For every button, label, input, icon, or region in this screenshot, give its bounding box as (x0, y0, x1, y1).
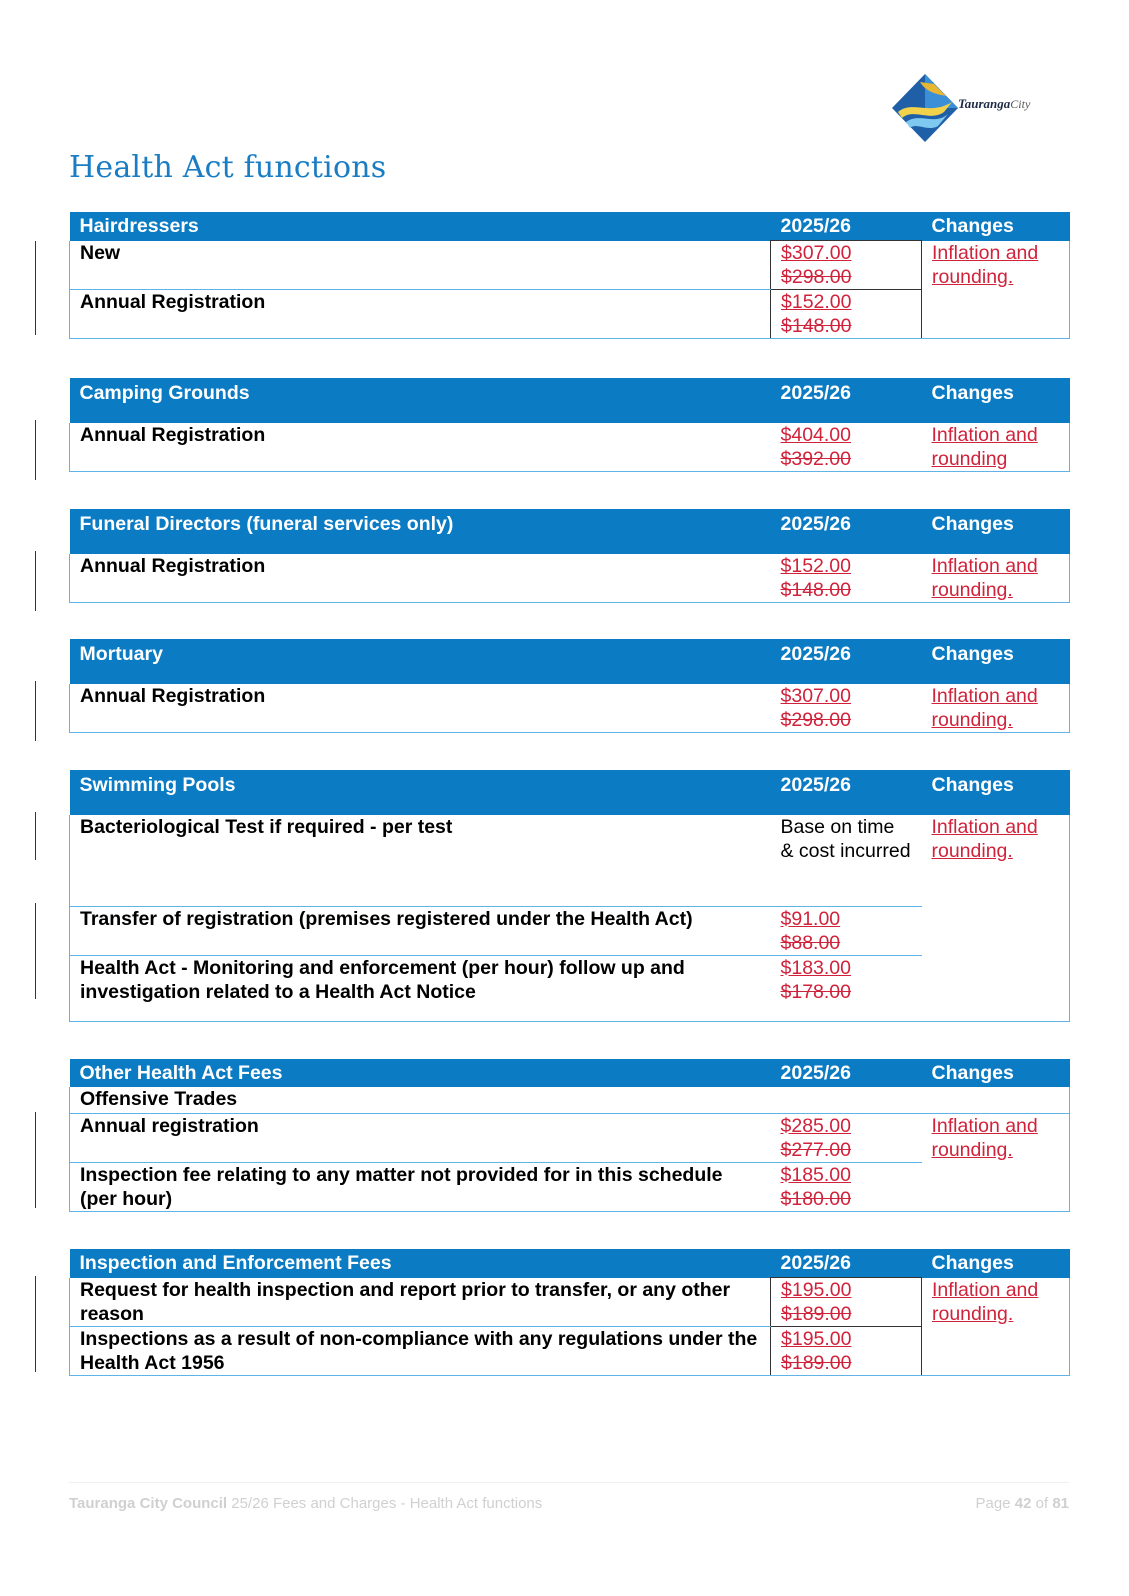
mortuary-table (69, 639, 1070, 733)
section-heading: Swimming Pools (70, 770, 771, 815)
fee-value (771, 1162, 922, 1211)
fee-item: Annual Registration (70, 290, 771, 339)
old-fee: $189.00 (781, 1352, 852, 1374)
new-fee: $185.00 (780, 1163, 851, 1186)
page-total: 81 (1052, 1495, 1069, 1512)
changes-heading: Changes (922, 212, 1070, 241)
table-header-row (70, 639, 1070, 684)
revision-bar (35, 420, 36, 480)
revision-bar (35, 681, 36, 741)
changes-note (922, 1113, 1070, 1211)
new-fee: $91.00 (780, 907, 841, 930)
fee-item: Annual registration (70, 1113, 771, 1162)
fee-item: Inspection fee relating to any matter not provided for in this schedule (per hour) (70, 1162, 771, 1211)
changes-heading: Changes (922, 1059, 1070, 1087)
fee-value (771, 955, 922, 1021)
revision-bar (35, 1276, 36, 1372)
year-heading: 2025/26 (771, 509, 922, 554)
hairdressers-table (69, 212, 1070, 339)
changes-note (922, 1278, 1070, 1376)
page-title: Health Act functions (69, 150, 387, 185)
changes-note (922, 554, 1070, 603)
fee-value (771, 554, 922, 603)
new-fee: $152.00 (780, 555, 851, 577)
year-heading: 2025/26 (771, 639, 922, 684)
section-heading: Inspection and Enforcement Fees (70, 1249, 771, 1278)
new-fee: $307.00 (781, 242, 852, 264)
fee-value (771, 423, 922, 472)
page-current: 42 (1014, 1495, 1032, 1512)
table-row (70, 290, 1070, 339)
old-fee: $178.00 (780, 980, 851, 1003)
table-row (70, 815, 1070, 906)
new-fee: $195.00 (781, 1328, 852, 1350)
table-row (70, 684, 1070, 733)
changes-note (922, 241, 1070, 339)
changes-note (922, 684, 1070, 733)
fee-value (771, 241, 922, 290)
table-row (70, 955, 1070, 1021)
fee-value (771, 1113, 922, 1162)
table-row (70, 1327, 1070, 1376)
changes-text: Inflation and rounding. (931, 555, 1038, 601)
table-header-row (70, 1249, 1070, 1278)
revision-bar (35, 551, 36, 611)
new-fee: $152.00 (781, 291, 852, 313)
table-header-row (70, 509, 1070, 554)
section-heading: Camping Grounds (70, 378, 771, 423)
swimming-pools-table (69, 770, 1070, 1022)
revision-bar (35, 1112, 36, 1208)
table-row (70, 241, 1070, 290)
page-label: Page (975, 1495, 1011, 1512)
old-fee: $298.00 (780, 709, 851, 731)
changes-note (922, 815, 1070, 1021)
section-heading: Funeral Directors (funeral services only) (70, 509, 771, 554)
fee-item: Inspections as a result of non-compliance with any regulations under the Health Act 1956 (70, 1327, 771, 1376)
old-fee: $277.00 (780, 1138, 851, 1161)
table-header-row (70, 770, 1070, 815)
table-header-row (70, 212, 1070, 241)
old-fee: $88.00 (780, 931, 841, 954)
fee-item: Annual Registration (70, 684, 771, 733)
fee-item: New (70, 241, 771, 290)
year-heading: 2025/26 (771, 378, 922, 423)
table-header-row (70, 378, 1070, 423)
logo-wordmark (958, 96, 1030, 112)
table-row (70, 423, 1070, 472)
table-row (70, 554, 1070, 603)
footer-doc-title: 25/26 Fees and Charges - Health Act functions (231, 1495, 543, 1512)
inspection-enforcement-fees-table (69, 1249, 1070, 1376)
old-fee: $298.00 (781, 266, 852, 288)
fee-item: Transfer of registration (premises registered under the Health Act) (70, 906, 771, 955)
fee-item: Health Act - Monitoring and enforcement (per hour) follow up and investigation related to a Health Act Notice (70, 955, 771, 1021)
revision-bar (35, 812, 36, 860)
table-row (70, 1278, 1070, 1327)
table-header-row (70, 1059, 1070, 1087)
footer-page-number (976, 1495, 1069, 1512)
changes-text: Inflation and rounding. (932, 241, 1039, 288)
funeral-directors-table (69, 509, 1070, 603)
page-of: of (1035, 1495, 1049, 1512)
changes-text: Inflation and rounding. (931, 1114, 1038, 1161)
subheading-row (70, 1087, 1070, 1113)
logo-diamond-icon (890, 72, 960, 144)
year-heading: 2025/26 (771, 770, 922, 815)
table-row (70, 906, 1070, 955)
changes-heading: Changes (922, 1249, 1070, 1278)
footer-left (69, 1495, 542, 1512)
old-fee: $148.00 (781, 315, 852, 337)
subheading: Offensive Trades (70, 1087, 1070, 1113)
revision-bar (35, 241, 36, 335)
changes-heading: Changes (922, 639, 1070, 684)
new-fee: $183.00 (780, 956, 851, 979)
old-fee: $180.00 (780, 1187, 851, 1210)
fee-value (771, 815, 922, 906)
footer-org: Tauranga City Council (69, 1495, 228, 1512)
fee-item: Annual Registration (70, 554, 771, 603)
changes-text: Inflation and rounding. (932, 1278, 1039, 1325)
new-fee: $195.00 (781, 1279, 852, 1301)
fee-value (771, 906, 922, 955)
section-heading: Mortuary (70, 639, 771, 684)
changes-heading: Changes (922, 770, 1070, 815)
new-fee: $307.00 (780, 685, 851, 707)
table-row (70, 1113, 1070, 1162)
fee-text: Base on time & cost incurred (780, 816, 911, 862)
fee-value (771, 1278, 922, 1327)
changes-heading: Changes (922, 509, 1070, 554)
fee-item: Bacteriological Test if required - per test (70, 815, 771, 906)
logo-suffix: City (1010, 97, 1031, 111)
changes-text: Inflation and rounding. (931, 685, 1038, 731)
tauranga-city-logo (890, 72, 1070, 144)
fee-item: Annual Registration (70, 423, 771, 472)
revision-bar (35, 903, 36, 999)
other-health-act-fees-table (69, 1059, 1070, 1212)
table-row (70, 1162, 1070, 1211)
old-fee: $189.00 (781, 1303, 852, 1325)
fee-value (771, 290, 922, 339)
old-fee: $392.00 (780, 448, 851, 470)
changes-text: Inflation and rounding. (931, 816, 1038, 862)
year-heading: 2025/26 (771, 212, 922, 241)
changes-heading: Changes (922, 378, 1070, 423)
changes-note (922, 423, 1070, 472)
old-fee: $148.00 (780, 579, 851, 601)
changes-text: Inflation and rounding (931, 424, 1038, 470)
new-fee: $404.00 (780, 424, 851, 446)
section-heading: Hairdressers (70, 212, 771, 241)
section-heading: Other Health Act Fees (70, 1059, 771, 1087)
logo-name: Tauranga (958, 96, 1011, 111)
new-fee: $285.00 (780, 1114, 851, 1137)
fee-item: Request for health inspection and report prior to transfer, or any other reason (70, 1278, 771, 1327)
year-heading: 2025/26 (771, 1249, 922, 1278)
year-heading: 2025/26 (771, 1059, 922, 1087)
fee-value (771, 684, 922, 733)
fee-value (771, 1327, 922, 1376)
camping-grounds-table (69, 378, 1070, 472)
footer-divider (69, 1482, 1069, 1483)
